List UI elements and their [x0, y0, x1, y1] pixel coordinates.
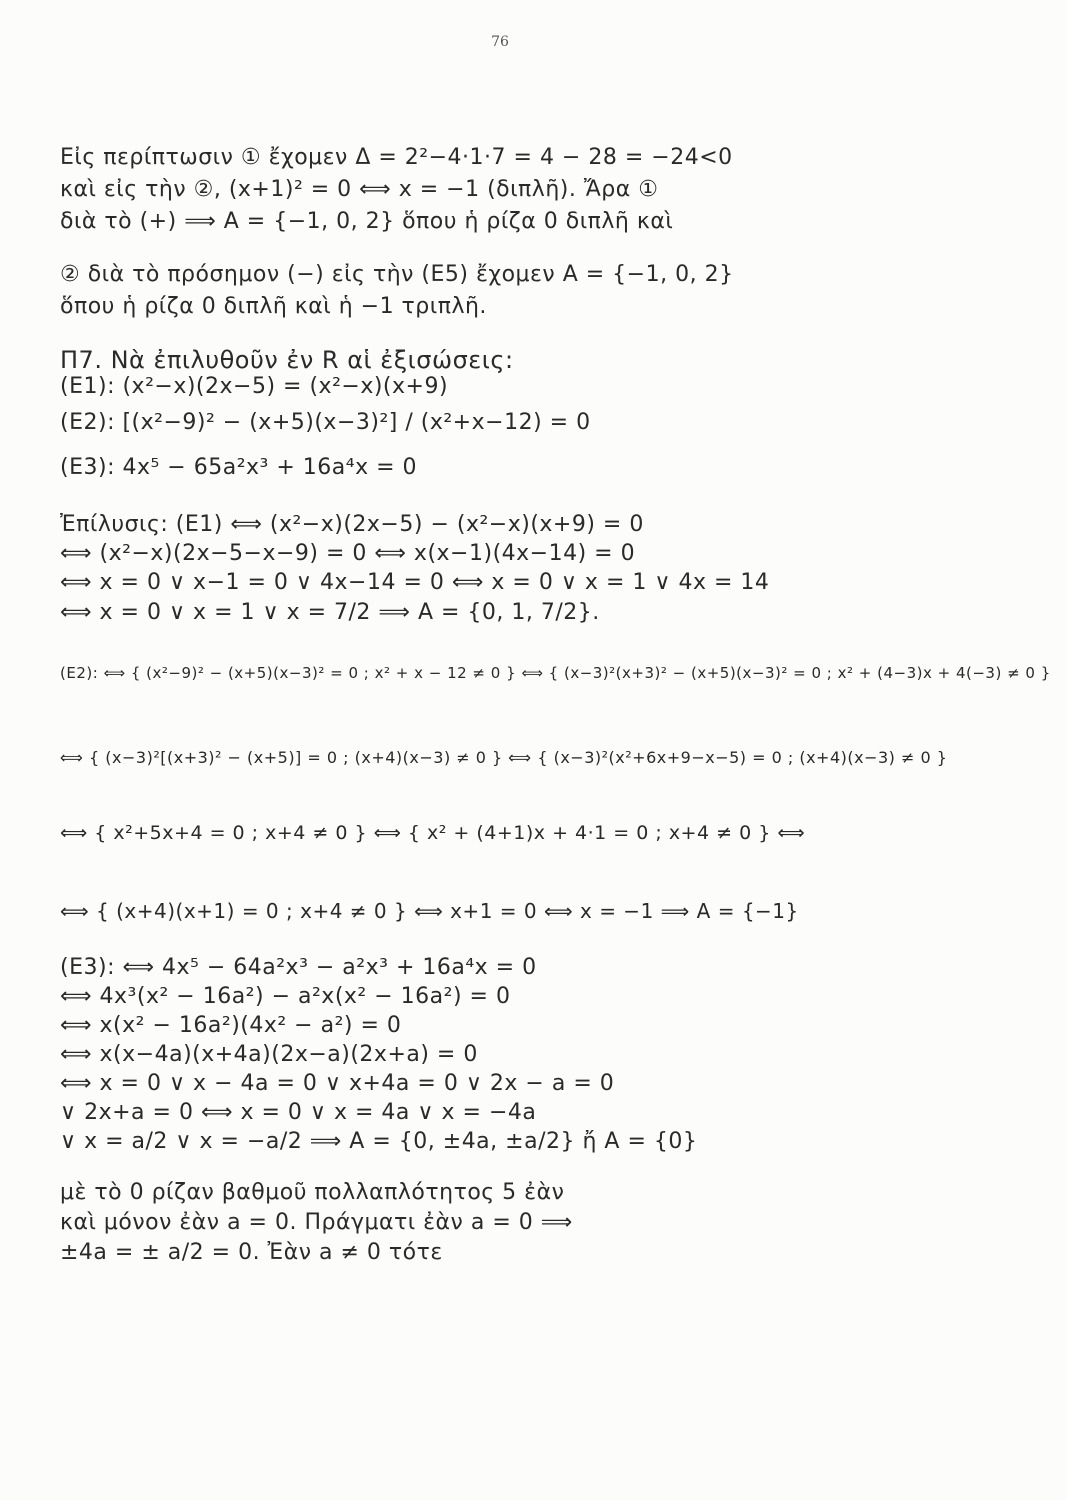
text-line: ⟺ { (x−3)²[(x+3)² − (x+5)] = 0 ; (x+4)(x−3) ≠ 0 } ⟺ { (x−3)²(x²+6x+9−x−5) = 0 ; (x+4)(x−3) ≠ 0 }: [60, 748, 948, 767]
text-line: ∨ x = a/2 ∨ x = −a/2 ⟹ A = {0, ±4a, ±a/2} ἤ A = {0}: [60, 1129, 698, 1154]
page-number: 76: [491, 34, 509, 50]
text-line: ⟺ x(x−4a)(x+4a)(2x−a)(2x+a) = 0: [60, 1042, 478, 1067]
exercise-heading: Π7. Νὰ ἐπιλυθοῦν ἐν R αἱ ἐξισώσεις:: [60, 346, 514, 374]
text-line: ⟺ { x²+5x+4 = 0 ; x+4 ≠ 0 } ⟺ { x² + (4+1)x + 4·1 = 0 ; x+4 ≠ 0 } ⟺: [60, 822, 806, 844]
text-line: καὶ μόνον ἐὰν a = 0. Πράγματι ἐὰν a = 0 ⟹: [60, 1210, 573, 1235]
text-line: ⟺ (x²−x)(2x−5−x−9) = 0 ⟺ x(x−1)(4x−14) = 0: [60, 541, 636, 566]
text-line: ὅπου ἡ ρίζα 0 διπλῆ καὶ ἡ −1 τριπλῆ.: [60, 294, 487, 319]
text-line: ⟺ x = 0 ∨ x−1 = 0 ∨ 4x−14 = 0 ⟺ x = 0 ∨ x = 1 ∨ 4x = 14: [60, 570, 770, 595]
equation-e2: (Ε2): [(x²−9)² − (x+5)(x−3)²] / (x²+x−12) = 0: [60, 410, 591, 435]
text-line: ⟺ x = 0 ∨ x − 4a = 0 ∨ x+4a = 0 ∨ 2x − a = 0: [60, 1071, 615, 1096]
text-line: ② διὰ τὸ πρόσημον (−) εἰς τὴν (Ε5) ἔχομεν A = {−1, 0, 2}: [60, 262, 734, 287]
text-line: ⟺ x = 0 ∨ x = 1 ∨ x = 7/2 ⟹ A = {0, 1, 7/2}.: [60, 600, 600, 625]
text-line: μὲ τὸ 0 ρίζαν βαθμοῦ πολλαπλότητος 5 ἐὰν: [60, 1180, 565, 1205]
text-line: (Ε3): ⟺ 4x⁵ − 64a²x³ − a²x³ + 16a⁴x = 0: [60, 955, 537, 980]
text-line: ⟺ { (x+4)(x+1) = 0 ; x+4 ≠ 0 } ⟺ x+1 = 0 ⟺ x = −1 ⟹ A = {−1}: [60, 899, 799, 923]
equation-e3: (Ε3): 4x⁵ − 65a²x³ + 16a⁴x = 0: [60, 455, 418, 480]
text-line: ±4a = ± a/2 = 0. Ἐὰν a ≠ 0 τότε: [60, 1240, 443, 1265]
equation-e1: (Ε1): (x²−x)(2x−5) = (x²−x)(x+9): [60, 374, 449, 399]
text-line: (Ε2): ⟺ { (x²−9)² − (x+5)(x−3)² = 0 ; x² + x − 12 ≠ 0 } ⟺ { (x−3)²(x+3)² − (x+5)(x−3)² = 0 ; x² + (4−3)x + 4(−3) ≠ 0 }: [60, 664, 1051, 682]
text-line: ⟺ 4x³(x² − 16a²) − a²x(x² − 16a²) = 0: [60, 984, 511, 1009]
text-line: καὶ εἰς τὴν ②, (x+1)² = 0 ⟺ x = −1 (διπλῆ). Ἄρα ①: [60, 177, 659, 202]
text-line: Ἐπίλυσις: (Ε1) ⟺ (x²−x)(2x−5) − (x²−x)(x+9) = 0: [60, 512, 644, 537]
text-line: διὰ τὸ (+) ⟹ A = {−1, 0, 2} ὅπου ἡ ρίζα 0 διπλῆ καὶ: [60, 209, 674, 234]
text-line: Εἰς περίπτωσιν ① ἔχομεν Δ = 2²−4·1·7 = 4 − 28 = −24<0: [60, 145, 733, 170]
text-line: ∨ 2x+a = 0 ⟺ x = 0 ∨ x = 4a ∨ x = −4a: [60, 1100, 537, 1125]
text-line: ⟺ x(x² − 16a²)(4x² − a²) = 0: [60, 1013, 402, 1038]
